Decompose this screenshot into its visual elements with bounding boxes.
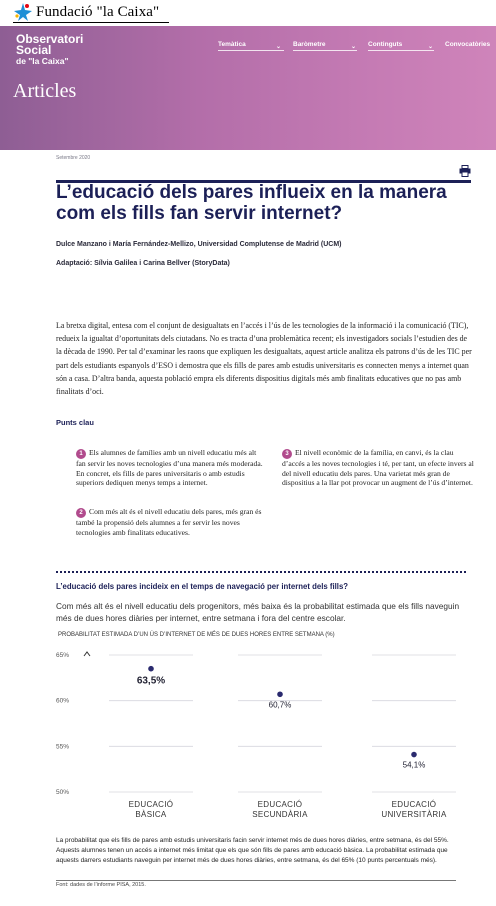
- data-label: 63,5%: [136, 675, 166, 687]
- section-divider: [56, 571, 466, 573]
- logo-text: Fundació "la Caixa": [36, 3, 160, 20]
- fundacio-logo[interactable]: [13, 2, 159, 22]
- chart-section-subtitle: Com més alt és el nivell educatiu dels progenitors, més baixa és la probabilitat estimada que els fills naveguin més de dues hores diàries per internet, entre setmana i fora del centre escolar.: [56, 601, 460, 623]
- x-tick-label: EDUCACIÓ: [391, 800, 437, 809]
- data-point: [277, 691, 283, 697]
- key-point-text: Els alumnes de famílies amb un nivell educatiu més alt fan servir les noves tecnologies d’una manera més moderada. En concret, els fills de pares universitaris o amb estudis superiors dediquen menys temps a internet.: [76, 448, 263, 487]
- key-point-3: [282, 448, 474, 488]
- logo-underline: [13, 22, 169, 23]
- nav-item-continguts[interactable]: [368, 41, 434, 50]
- y-tick-label: 60%: [56, 697, 70, 705]
- chevron-down-icon: ⌄: [428, 44, 434, 50]
- brand-name[interactable]: [16, 34, 83, 67]
- chevron-down-icon: ⌄: [351, 44, 357, 50]
- nav-item-tematica[interactable]: [218, 41, 282, 50]
- key-point-number: 1: [76, 449, 86, 459]
- header-banner: [0, 26, 496, 150]
- nav-underline: [218, 50, 284, 51]
- chart-section-title: L’educació dels pares incideix en el temps de navegació per internet dels fills?: [56, 582, 349, 591]
- nav-item-convocatories[interactable]: [445, 41, 490, 48]
- x-tick-label: UNIVERSITÀRIA: [381, 810, 447, 819]
- nav-item-barometre[interactable]: [293, 41, 357, 50]
- nav-item-label: Baròmetre: [293, 41, 326, 48]
- probability-chart: [48, 640, 478, 828]
- top-bar: [0, 0, 496, 26]
- nav-underline: [368, 50, 434, 51]
- brand-line-1: Observatori: [16, 32, 84, 46]
- nav-item-label: Convocatòries: [445, 41, 491, 48]
- nav-item-label: Temàtica: [218, 41, 246, 48]
- y-tick-label: 65%: [56, 652, 70, 659]
- data-label: 54,1%: [402, 760, 426, 770]
- article-adaptation: Adaptació: Sílvia Galilea i Carina Bellver (StoryData): [56, 260, 230, 267]
- key-point-number: 2: [76, 508, 86, 518]
- brand-line-2: Social: [16, 43, 52, 57]
- footnote-rule: [56, 880, 456, 881]
- data-point: [411, 752, 417, 758]
- nav-item-label: Continguts: [368, 41, 403, 48]
- x-tick-label: EDUCACIÓ: [257, 800, 303, 809]
- key-points-title: Punts clau: [56, 418, 94, 427]
- data-point: [148, 666, 154, 672]
- chevron-down-icon: ⌄: [276, 44, 282, 50]
- star-logo-icon: [13, 2, 33, 22]
- article-title: L’educació dels pares influeix en la manera com els fills fan servir internet?: [56, 182, 447, 224]
- y-tick-label: 55%: [56, 743, 70, 751]
- key-point-1: [76, 448, 264, 488]
- article-intro: La bretxa digital, entesa com el conjunt de desigualtats en l’accés i l’ús de les tecnologies de la informació i la comunicació (TIC), redueix la igualtat d’oportunitats dels ciutadans. No es tracta d’una problemàtica recent; els investigadors socials l’estudien des de la dècada de 1990. Per tal d’examinar les raons que expliquen les desigualtats, aquest article analitza els patrons d’ús de les TIC per part dels estudiants espanyols d’ESO i demostra que els fills de pares amb estudis universitaris es connecten menys a internet quan són a casa. D’altra banda, aquesta població empra els diferents dispositius digitals més amb finalitats educatives que no pas amb finalitats d’oci.: [56, 321, 472, 397]
- nav-underline: [293, 50, 357, 51]
- section-title: Articles: [13, 80, 77, 102]
- key-point-2: [76, 507, 264, 537]
- chart-title: PROBABILITAT ESTIMADA D’UN ÚS D’INTERNET DE MÉS DE DUES HORES ENTRE SETMANA (%): [58, 632, 335, 638]
- article-date: Setembre 2020: [56, 155, 91, 161]
- data-label: 60,7%: [268, 700, 292, 710]
- chart-source: Font: dades de l’informe PISA, 2015.: [56, 882, 146, 888]
- x-tick-label: SECUNDÀRIA: [252, 810, 308, 819]
- key-point-text: Com més alt és el nivell educatiu dels pares, més gran és també la propensió dels alumnes a fer servir les noves tecnologies amb finalitats educatives.: [76, 507, 262, 537]
- key-point-number: 3: [282, 449, 292, 459]
- key-point-text: El nivell econòmic de la família, en canvi, és la clau d’accés a les noves tecnologies i té, per tant, un efecte invers al del nivell educatiu dels pares. Una varietat més gran de dispositius a la llar pot provocar un augment de l’ús d’internet.: [282, 448, 474, 487]
- axis-arrow-icon: [84, 652, 90, 656]
- x-tick-label: EDUCACIÓ: [128, 800, 174, 809]
- y-tick-label: 50%: [56, 789, 70, 796]
- article-authors: Dulce Manzano i María Fernández-Mellizo, Universidad Complutense de Madrid (UCM): [56, 241, 342, 248]
- x-tick-label: BÀSICA: [135, 810, 167, 819]
- chart-footnote: La probabilitat que els fills de pares amb estudis universitaris facin servir internet més de dues hores diàries, entre setmana, és del 55%. Aquests alumnes tenen un accés a internet més limitat que els que són fills de pares amb educació bàsica. La probabilitat estimada que aquests darrers estudiants naveguin per internet més de dues hores diàries, entre setmana, és del 65% (10 punts percentuals més).: [56, 837, 449, 864]
- brand-line-3: de "la Caixa": [16, 56, 69, 66]
- print-icon[interactable]: [459, 165, 471, 177]
